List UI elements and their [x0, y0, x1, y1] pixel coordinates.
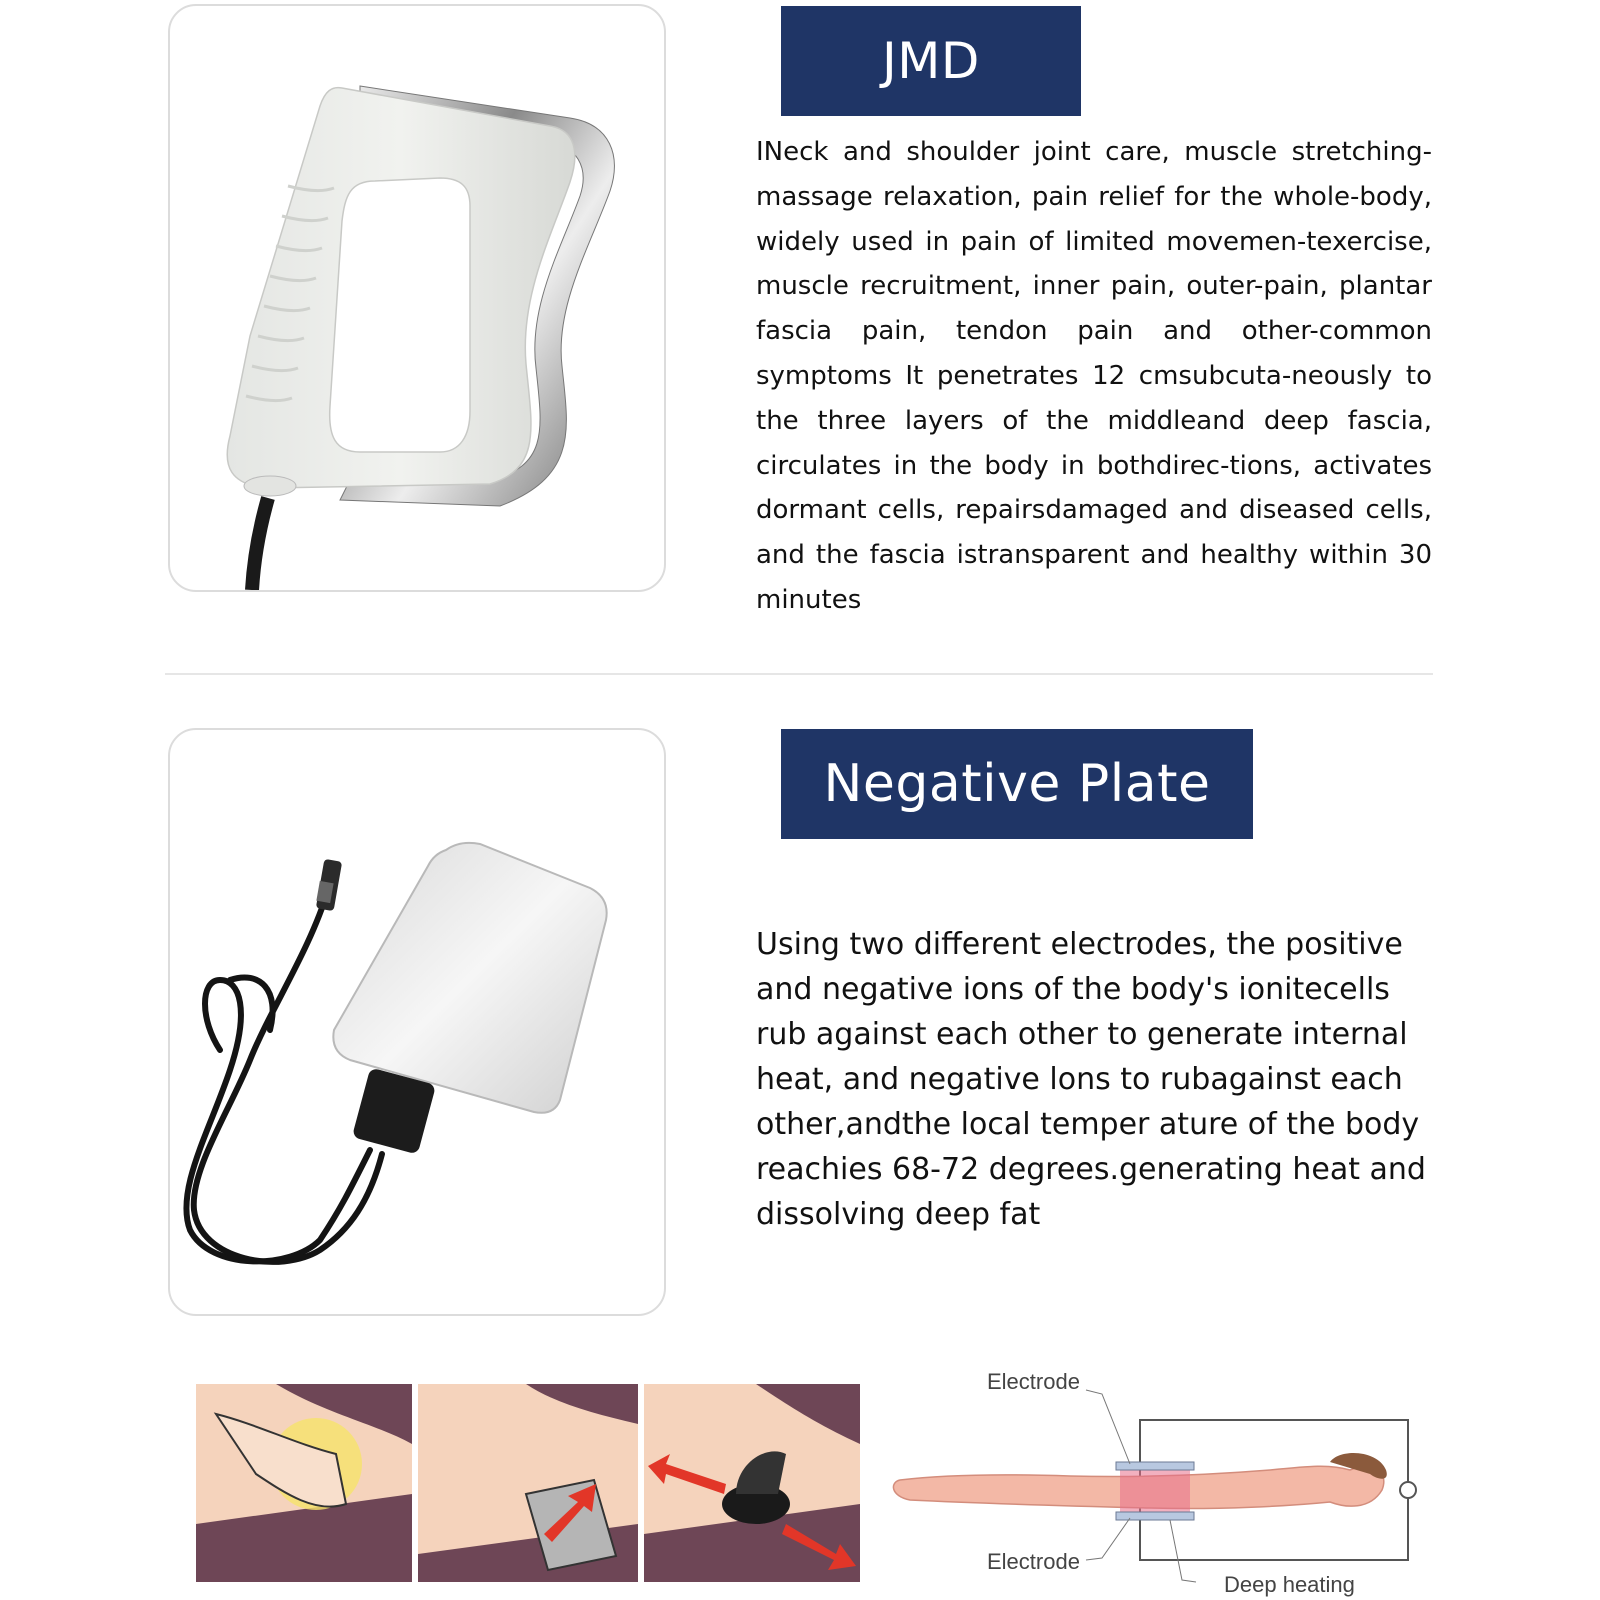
- negative-plate-electrode-icon: [170, 730, 664, 1314]
- jmd-title-banner: [781, 6, 1081, 116]
- electrode-label-top: Electrode: [987, 1369, 1080, 1394]
- deep-heating-label: Deep heating: [1224, 1572, 1355, 1597]
- panel-hand-heating: [196, 1384, 412, 1582]
- negative-plate-photo: [168, 728, 666, 1316]
- usage-illustration-panels: [196, 1384, 860, 1582]
- negative-plate-title: Negative Plate: [823, 754, 1211, 814]
- deep-heating-diagram: [890, 1370, 1430, 1595]
- handheld-massage-electrode-icon: [170, 6, 664, 590]
- jmd-product-photo: [168, 4, 666, 592]
- section-divider: [165, 673, 1433, 675]
- panel-handheld-movement: [644, 1384, 860, 1582]
- negative-plate-description: Using two different electrodes, the positive and negative ions of the body's ionitecells rub against each other to generate internal heat, and negative lons to rubagainst each other,andthe local temper ature of the body reachies 68-72 degrees.generating heat and dissolving deep fat: [756, 927, 1426, 1232]
- panel-plate-placement: [418, 1384, 638, 1582]
- jmd-title: JMD: [882, 32, 980, 90]
- negative-plate-title-banner: [781, 729, 1253, 839]
- electrode-label-bottom: Electrode: [987, 1549, 1080, 1574]
- jmd-description: INeck and shoulder joint care, muscle stretching-massage relaxation, pain relief for the whole-body, widely used in pain of limited movemen-texercise, muscle recruitment, inner pain, outer-pain, plantar fascia pain, tendon pain and other-common symptoms It penetrates 12 cmsubcuta-neously to the three layers of the middleand deep fascia, circulates in the body in bothdirec-tions, activates dormant cells, repairsdamaged and diseased cells, and the fascia istransparent and healthy within 30 minutes: [756, 137, 1432, 615]
